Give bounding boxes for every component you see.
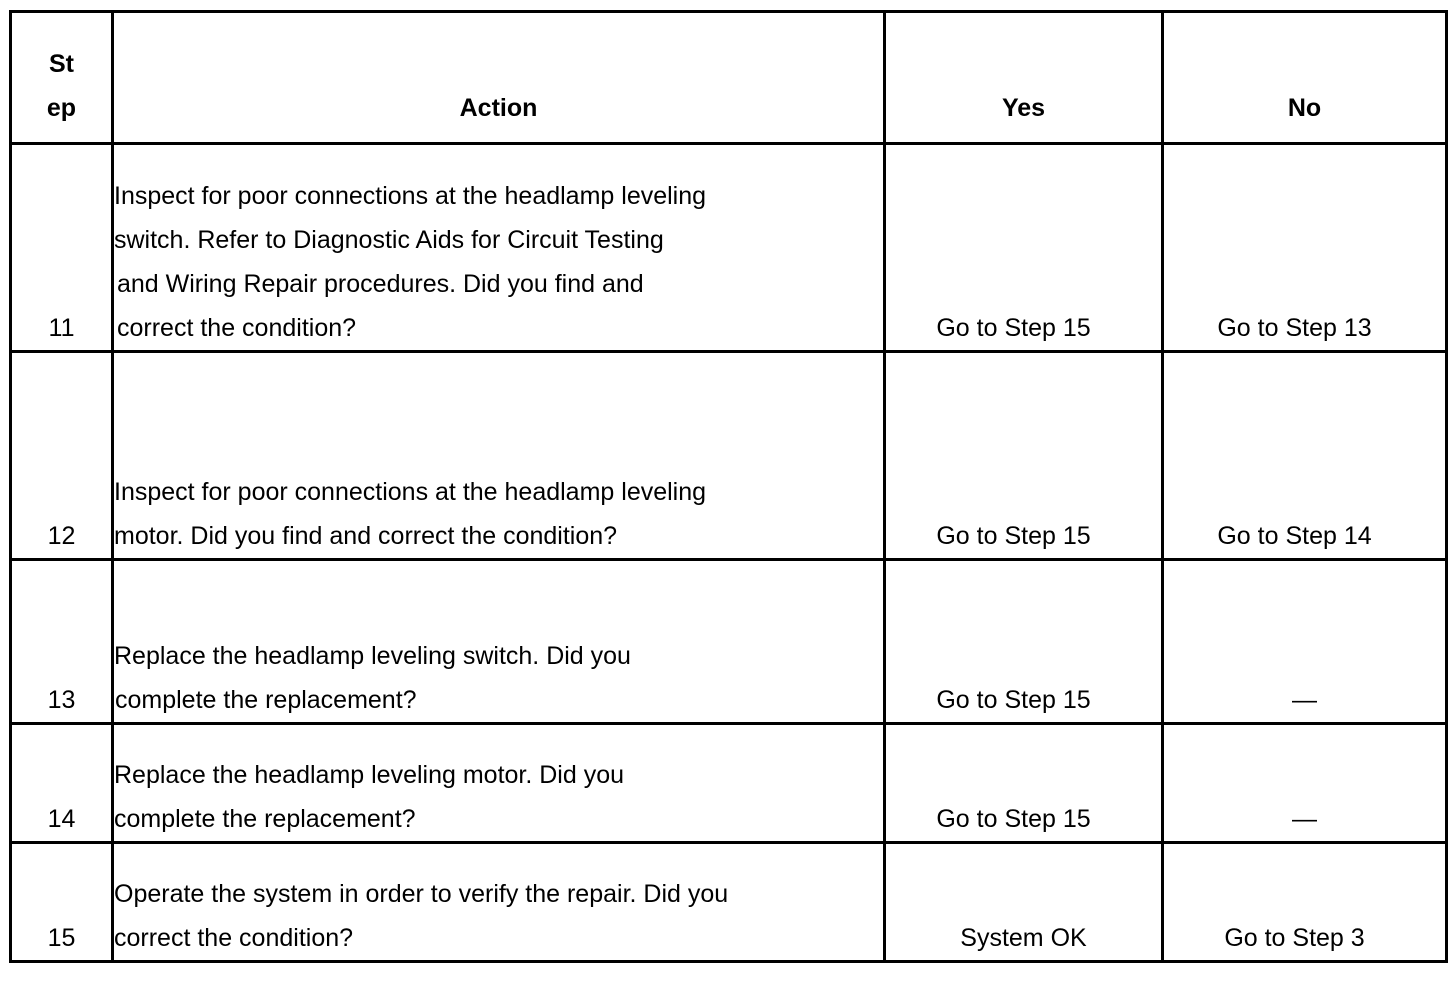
step-number: 11 <box>11 144 113 352</box>
yes-result <box>885 724 1163 843</box>
diagnostic-table <box>9 10 1448 963</box>
action-text <box>113 352 885 560</box>
no-result <box>1163 560 1447 724</box>
action-line: complete the replacement? <box>115 686 417 714</box>
action-line: correct the condition? <box>114 924 354 952</box>
no-result <box>1163 144 1447 352</box>
yes-result-text: Go to Step 15 <box>936 686 1091 714</box>
yes-result-text: Go to Step 15 <box>936 522 1091 550</box>
header-step-line1: St <box>49 50 74 78</box>
action-line: correct the condition? <box>117 314 357 342</box>
action-text <box>113 144 885 352</box>
no-result <box>1163 352 1447 560</box>
action-text <box>113 843 885 962</box>
step-number: 12 <box>11 352 113 560</box>
yes-result <box>885 144 1163 352</box>
action-line: motor. Did you find and correct the condition? <box>114 522 618 550</box>
column-header-yes: Yes <box>885 12 1163 144</box>
yes-result-text: Go to Step 15 <box>936 805 1091 833</box>
no-result-text: Go to Step 14 <box>1217 522 1372 550</box>
action-line: Inspect for poor connections at the headlamp leveling <box>114 182 707 210</box>
action-text <box>113 560 885 724</box>
action-line: complete the replacement? <box>114 805 416 833</box>
action-line: Replace the headlamp leveling motor. Did you <box>114 761 625 789</box>
yes-result-text: System OK <box>960 924 1087 952</box>
table-header-row <box>11 12 1447 144</box>
no-result <box>1163 724 1447 843</box>
yes-result <box>885 843 1163 962</box>
no-result <box>1163 843 1447 962</box>
yes-result <box>885 352 1163 560</box>
column-header-action: Action <box>113 12 885 144</box>
no-result-text: Go to Step 3 <box>1224 924 1365 952</box>
table-row <box>11 843 1447 962</box>
table-row <box>11 724 1447 843</box>
header-step-line2: ep <box>46 94 77 122</box>
column-header-step <box>11 12 113 144</box>
step-number: 15 <box>11 843 113 962</box>
step-number: 13 <box>11 560 113 724</box>
yes-result <box>885 560 1163 724</box>
action-line: Operate the system in order to verify the repair. Did you <box>114 880 729 908</box>
no-result-text: — <box>1292 805 1317 833</box>
table-row <box>11 144 1447 352</box>
action-line: switch. Refer to Diagnostic Aids for Circuit Testing <box>114 226 664 254</box>
step-number: 14 <box>11 724 113 843</box>
action-text <box>113 724 885 843</box>
action-line: Inspect for poor connections at the headlamp leveling <box>114 478 707 506</box>
column-header-no: No <box>1163 12 1447 144</box>
action-line: and Wiring Repair procedures. Did you find and <box>117 270 644 298</box>
no-result-text: Go to Step 13 <box>1217 314 1372 342</box>
table-row <box>11 560 1447 724</box>
table-row <box>11 352 1447 560</box>
no-result-text: — <box>1292 686 1317 714</box>
yes-result-text: Go to Step 15 <box>936 314 1091 342</box>
action-line: Replace the headlamp leveling switch. Did you <box>114 642 631 670</box>
